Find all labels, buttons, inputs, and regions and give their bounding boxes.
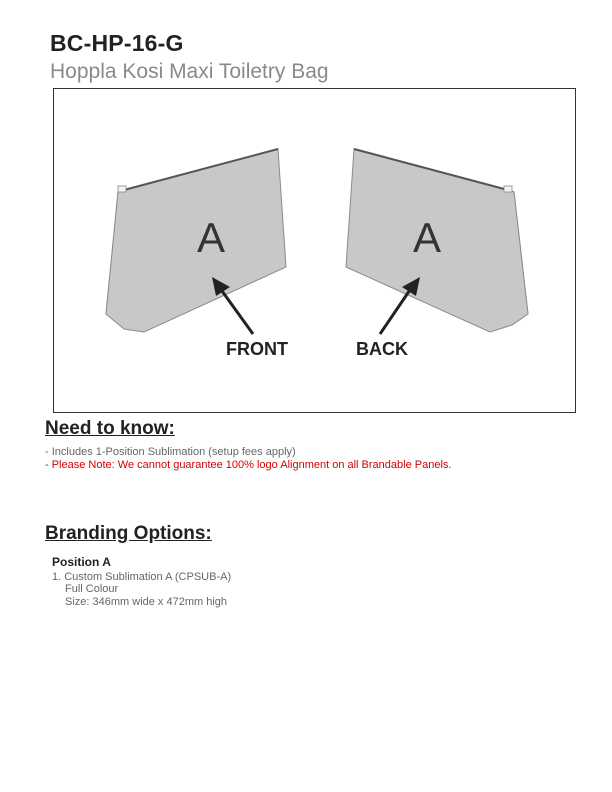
need-to-know-item: - Includes 1-Position Sublimation (setup fees apply) (45, 446, 296, 458)
front-bag-view (106, 149, 288, 359)
back-bag-view (346, 149, 528, 359)
alignment-warning: - Please Note: We cannot guarantee 100% logo Alignment on all Brandable Panels. (45, 459, 452, 471)
back-label: BACK (356, 339, 408, 359)
branding-colour: Full Colour (65, 583, 119, 595)
product-name: Hoppla Kosi Maxi Toiletry Bag (50, 60, 329, 83)
front-label: FRONT (226, 339, 288, 359)
back-arrow (380, 284, 414, 334)
back-position-letter: A (412, 214, 442, 261)
front-zip-pull (118, 186, 126, 192)
need-to-know-heading: Need to know: (45, 418, 175, 439)
branding-option-line: 1. Custom Sublimation A (CPSUB-A) (52, 571, 232, 583)
branding-options-heading: Branding Options: (45, 523, 212, 544)
branding-size: Size: 346mm wide x 472mm high (65, 596, 228, 608)
product-code: BC-HP-16-G (50, 30, 184, 56)
back-zip-pull (504, 186, 512, 192)
front-position-letter: A (196, 214, 226, 261)
toiletry-bag-drawing (54, 89, 577, 414)
position-a-heading: Position A (52, 555, 111, 569)
product-illustration (53, 88, 576, 413)
